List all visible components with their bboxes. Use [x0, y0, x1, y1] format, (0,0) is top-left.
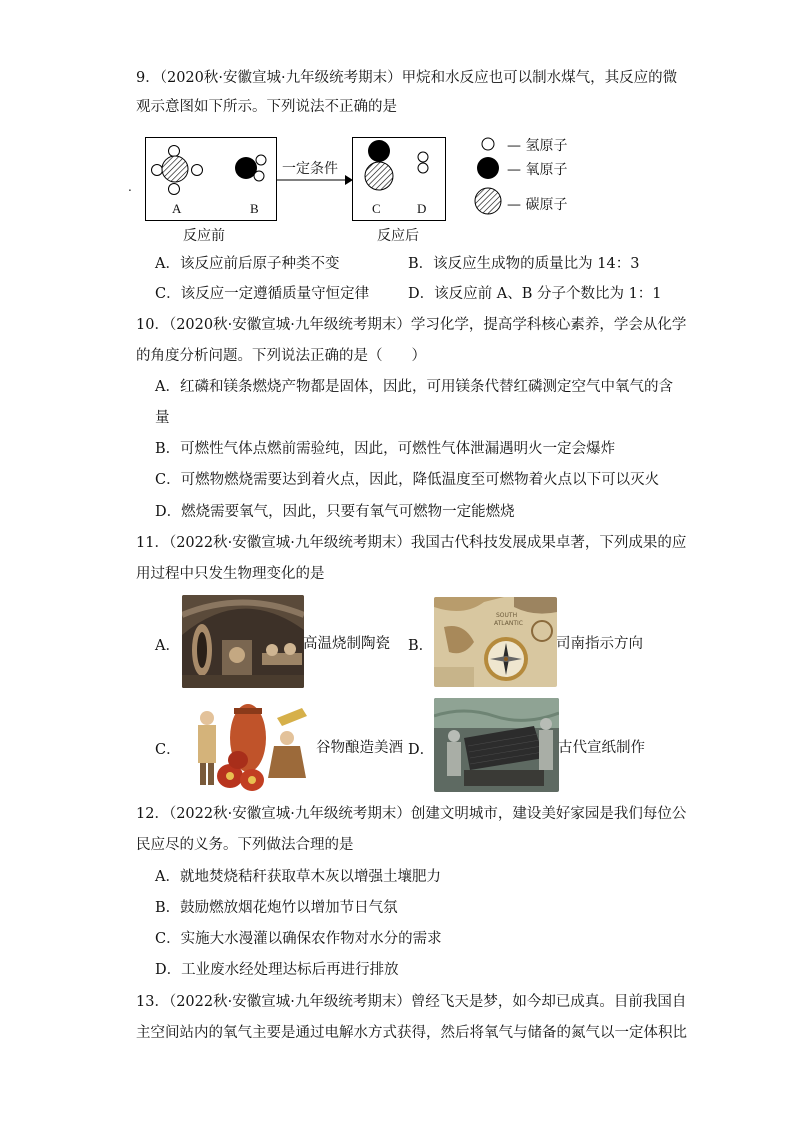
q10-option-d: D．燃烧需要氧气，因此，只要有氧气可燃物一定能燃烧 — [155, 504, 515, 520]
carbon-legend-icon — [475, 188, 501, 214]
oxygen-atom — [368, 140, 390, 162]
q11-stem-line1: 11．（2022秋·安徽宣城·九年级统考期末）我国古代科技发展成果卓著，下列成果的应 — [136, 535, 687, 551]
hydrogen-legend-icon — [482, 138, 494, 150]
hydrogen-atom — [192, 165, 203, 176]
arrow-condition-label: 一定条件 — [282, 161, 338, 177]
compass-map-picture — [434, 597, 557, 687]
paper-making-picture — [434, 698, 559, 792]
q13-stem-line1: 13．（2022秋·安徽宣城·九年级统考期末）曾经飞天是梦，如今却已成真。目前我国自 — [136, 994, 687, 1010]
q11-option-a-letter: A． — [155, 638, 180, 654]
q10-stem-line2: 的角度分析问题。下列说法正确的是（ ） — [136, 348, 426, 364]
q12-option-a: A．就地焚烧秸秆获取草木灰以增强土壤肥力 — [155, 869, 441, 885]
caption-after: 反应后 — [377, 228, 419, 244]
atom-legend-icons — [472, 133, 508, 215]
q10-option-a-line2: 量 — [155, 410, 170, 426]
wine-brewing-image — [182, 698, 317, 792]
label-c: C — [372, 201, 381, 216]
q11-stem-line2: 用过程中只发生物理变化的是 — [136, 566, 325, 582]
q11-option-b-letter: B． — [408, 638, 434, 654]
oxygen-legend-icon — [477, 157, 499, 179]
product-molecules — [353, 138, 445, 220]
label-d: D — [417, 201, 427, 216]
caption-before: 反应前 — [183, 228, 225, 244]
legend-hydrogen: — 氢原子 — [507, 138, 568, 154]
q11-option-c-letter: C． — [155, 742, 181, 758]
svg-text:ATLANTIC: ATLANTIC — [494, 620, 524, 627]
q12-stem-line2: 民应尽的义务。下列做法合理的是 — [136, 837, 354, 853]
carbon-atom — [365, 162, 393, 190]
paper-making-image — [434, 698, 559, 792]
q11-option-c-text: 谷物酿造美酒 — [316, 740, 403, 756]
diagram-dot: . — [128, 180, 132, 194]
q12-option-c: C．实施大水漫灌以确保农作物对水分的需求 — [155, 931, 442, 947]
q11-option-b-text: 司南指示方向 — [556, 636, 643, 652]
hydrogen-atom — [152, 165, 163, 176]
hydrogen-atom — [418, 152, 428, 162]
wine-brewing-picture — [182, 698, 317, 792]
q11-option-d-text: 古代宣纸制作 — [558, 740, 645, 756]
label-a: A — [172, 201, 182, 216]
q12-option-d: D．工业废水经处理达标后再进行排放 — [155, 962, 399, 978]
q12-option-b: B．鼓励燃放烟花炮竹以增加节日气氛 — [155, 900, 398, 916]
q9-stem-line1: 9．（2020秋·安徽宣城·九年级统考期末）甲烷和水反应也可以制水煤气，其反应的微 — [136, 70, 678, 86]
hydrogen-atom — [254, 171, 264, 181]
q10-option-b: B．可燃性气体点燃前需验纯，因此，可燃性气体泄漏遇明火一定会爆炸 — [155, 441, 616, 457]
q11-option-d-letter: D． — [408, 742, 435, 758]
products-box — [352, 137, 446, 221]
q10-option-c: C．可燃物燃烧需要达到着火点，因此，降低温度至可燃物着火点以下可以灭火 — [155, 472, 660, 488]
pottery-kiln-picture — [182, 595, 304, 688]
hydrogen-atom — [169, 146, 180, 157]
q11-option-a-text: 高温烧制陶瓷 — [303, 636, 390, 652]
q9-option-b: B．该反应生成物的质量比为 14：3 — [408, 256, 640, 272]
hydrogen-atom — [256, 155, 266, 165]
q13-stem-line2: 主空间站内的氧气主要是通过电解水方式获得，然后将氧气与储备的氮气以一定体积比 — [136, 1025, 687, 1041]
hydrogen-atom — [169, 184, 180, 195]
legend-oxygen: — 氧原子 — [507, 162, 568, 178]
reactants-box — [145, 137, 277, 221]
legend-carbon: — 碳原子 — [507, 197, 568, 213]
q9-option-a: A．该反应前后原子种类不变 — [155, 256, 340, 272]
label-b: B — [250, 201, 259, 216]
compass-map-image — [434, 597, 557, 687]
carbon-atom — [162, 156, 188, 182]
q9-stem-line2: 观示意图如下所示。下列说法不正确的是 — [136, 99, 397, 115]
q9-option-c: C．该反应一定遵循质量守恒定律 — [155, 286, 370, 302]
q10-option-a-line1: A．红磷和镁条燃烧产物都是固体，因此，可用镁条代替红磷测定空气中氧气的含 — [155, 379, 673, 395]
q9-option-d: D．该反应前 A、B 分子个数比为 1：1 — [408, 286, 662, 302]
q10-stem-line1: 10．（2020秋·安徽宣城·九年级统考期末）学习化学，提高学科核心素养，学会从化学 — [136, 317, 687, 333]
svg-text:SOUTH: SOUTH — [496, 612, 518, 619]
pottery-kiln-image — [182, 595, 304, 688]
hydrogen-atom — [418, 163, 428, 173]
q12-stem-line1: 12．（2022秋·安徽宣城·九年级统考期末）创建文明城市，建设美好家园是我们每位公 — [136, 806, 687, 822]
